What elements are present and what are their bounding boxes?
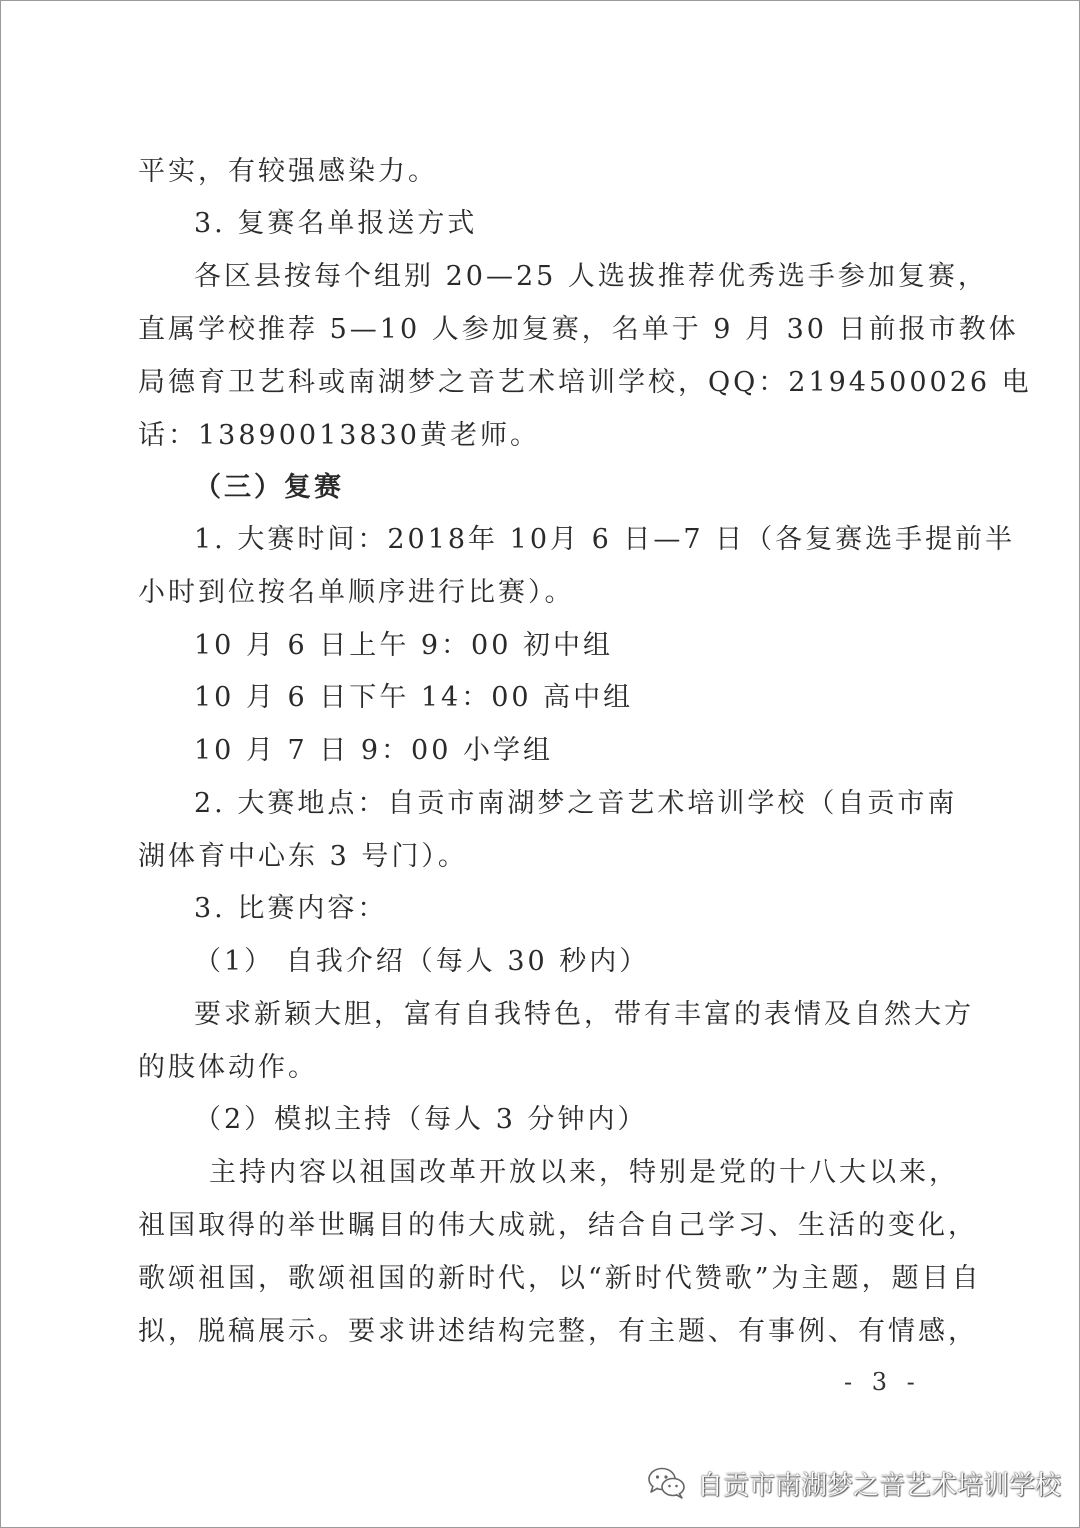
paragraph-line: 要求新颖大胆，富有自我特色，带有丰富的表情及自然大方 xyxy=(194,999,974,1030)
subsection-heading: （1） 自我介绍（每人 30 秒内） xyxy=(194,946,650,977)
paragraph-line: 2. 大赛地点：自贡市南湖梦之音艺术培训学校（自贡市南 xyxy=(194,788,958,819)
paragraph-line: 湖体育中心东 3 号门）。 xyxy=(138,841,468,872)
paragraph-line: 各区县按每个组别 20—25 人选拔推荐优秀选手参加复赛， xyxy=(194,261,988,292)
schedule-line: 10 月 6 日下午 14：00 高中组 xyxy=(194,682,634,713)
paragraph-line: 话：13890013830黄老师。 xyxy=(138,420,540,451)
paragraph-line: 主持内容以祖国改革开放以来，特别是党的十八大以来， xyxy=(209,1157,959,1188)
paragraph-line: 直属学校推荐 5—10 人参加复赛，名单于 9 月 30 日前报市教体 xyxy=(138,314,1019,345)
paragraph-line: 拟，脱稿展示。要求讲述结构完整，有主题、有事例、有情感， xyxy=(138,1316,978,1347)
subsection-heading: （2）模拟主持（每人 3 分钟内） xyxy=(194,1104,648,1135)
paragraph-line: 平实，有较强感染力。 xyxy=(138,156,438,187)
watermark xyxy=(647,1463,1061,1503)
section-heading: 3. 复赛名单报送方式 xyxy=(194,208,478,239)
paragraph-line: 祖国取得的举世瞩目的伟大成就，结合自己学习、生活的变化， xyxy=(138,1210,978,1241)
paragraph-line: 歌颂祖国，歌颂祖国的新时代，以“新时代赞歌”为主题，题目自 xyxy=(138,1263,982,1294)
paragraph-line: 局德育卫艺科或南湖梦之音艺术培训学校，QQ：2194500026 电 xyxy=(138,367,1032,398)
wechat-icon xyxy=(647,1466,687,1500)
chapter-heading: （三）复赛 xyxy=(194,472,344,503)
paragraph-line: 的肢体动作。 xyxy=(138,1052,318,1083)
page-number: - 3 - xyxy=(844,1368,921,1396)
schedule-line: 10 月 6 日上午 9：00 初中组 xyxy=(194,630,613,661)
section-heading: 3. 比赛内容： xyxy=(194,893,388,924)
paragraph-line: 1. 大赛时间：2018年 10月 6 日—7 日（各复赛选手提前半 xyxy=(194,524,1016,555)
schedule-line: 10 月 7 日 9：00 小学组 xyxy=(194,735,553,766)
watermark-text: 自贡市南湖梦之音艺术培训学校 xyxy=(697,1470,1062,1501)
paragraph-line: 小时到位按名单顺序进行比赛）。 xyxy=(138,577,575,608)
